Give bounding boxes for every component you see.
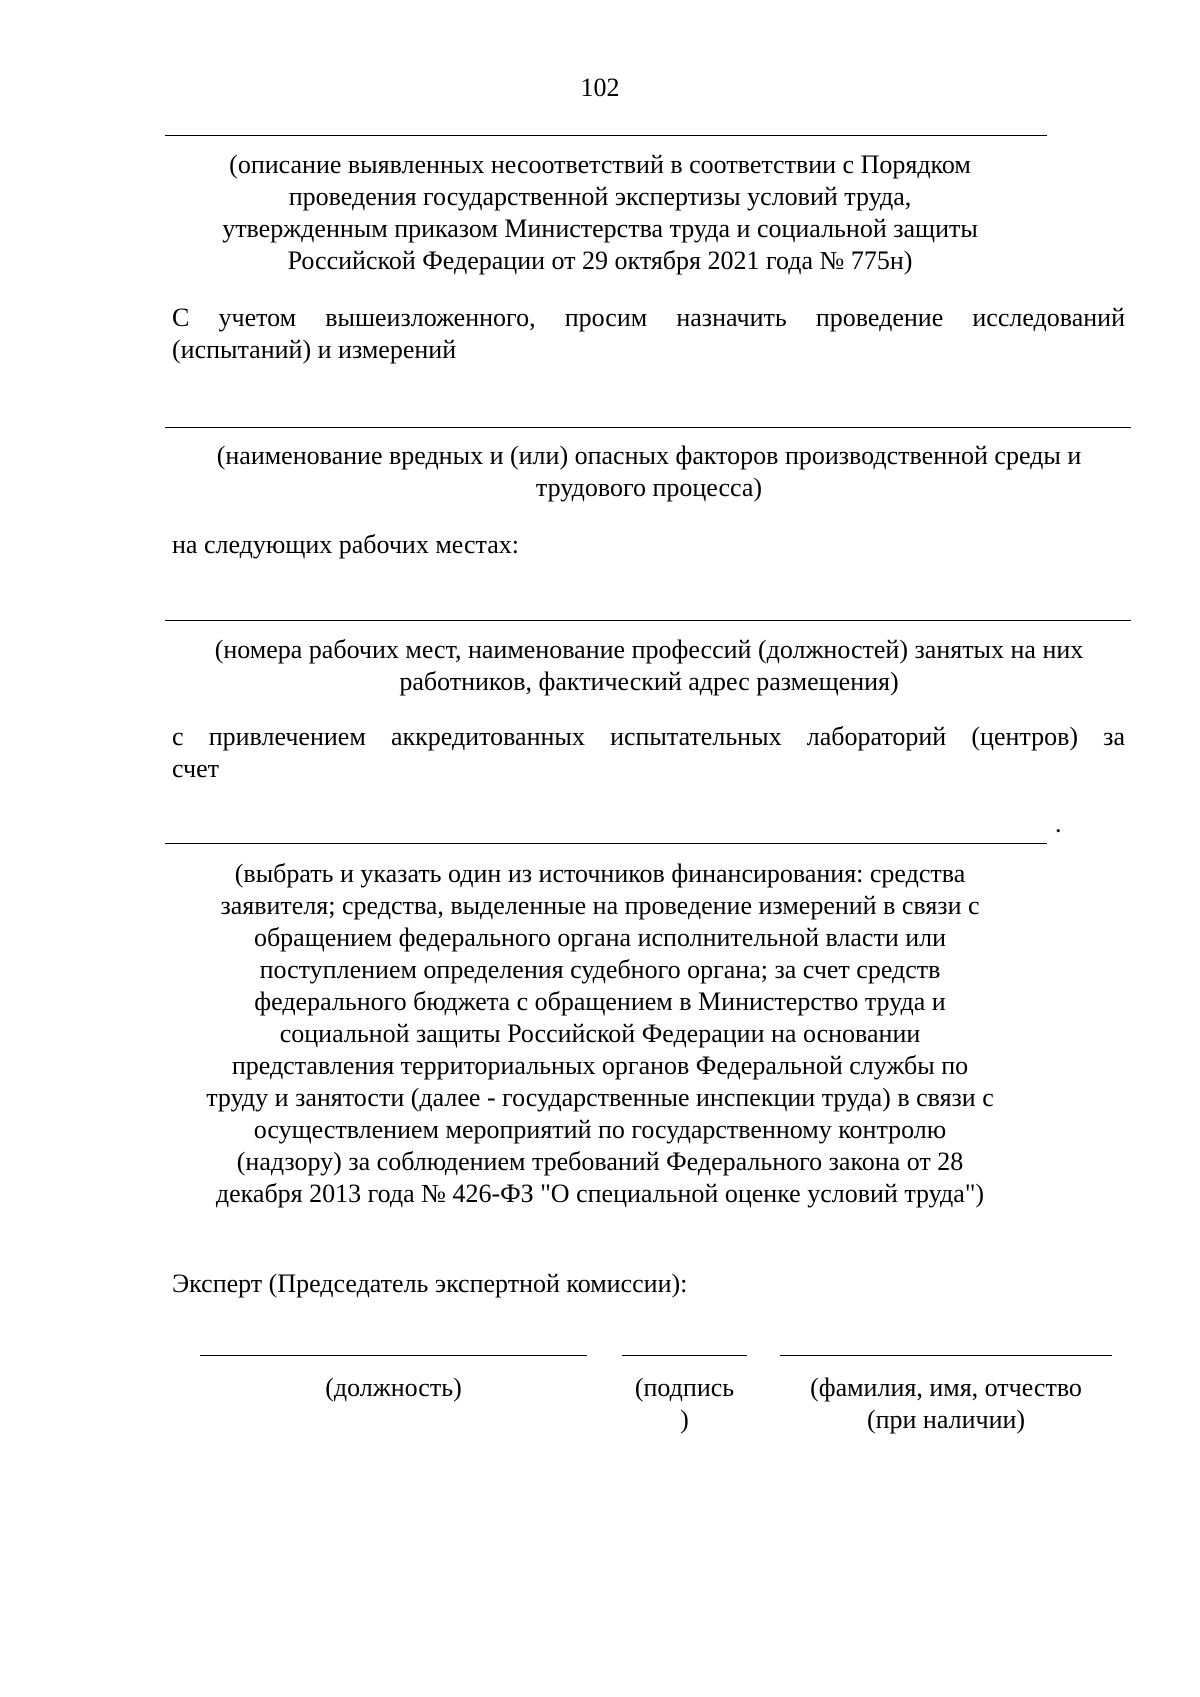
- caption-line: декабря 2013 года № 426-ФЗ "О специальной оценке условий труда"): [215, 1179, 985, 1208]
- caption-line: работников, фактический адрес размещения): [399, 667, 899, 696]
- caption-line: представления территориальных органов Федеральной службы по: [231, 1051, 969, 1080]
- page-number: 102: [580, 73, 620, 102]
- caption-line: трудового процесса): [535, 473, 763, 502]
- caption-nonconformities: [100, 149, 1100, 277]
- signature-caption-line1: (подпись: [634, 1373, 735, 1402]
- labs-paragraph-line2: счет: [172, 754, 219, 783]
- caption-line: (наименование вредных и (или) опасных факторов производственной среды и: [216, 441, 1082, 470]
- caption-line: социальной защиты Российской Федерации на основании: [279, 1019, 921, 1048]
- full-name-caption-line1: (фамилия, имя, отчество: [810, 1373, 1082, 1402]
- blank-line-workplaces[interactable]: [165, 620, 1131, 621]
- labs-paragraph-line1: с привлечением аккредитованных испытательных лабораторий (центров) за: [172, 722, 1125, 751]
- full-name-caption: [770, 1372, 1122, 1436]
- full-name-caption-line2: (при наличии): [866, 1405, 1026, 1434]
- caption-line: проведения государственной экспертизы условий труда,: [288, 182, 912, 211]
- full-name-line[interactable]: [780, 1355, 1112, 1356]
- caption-line: (надзору) за соблюдением требований Федерального закона от 28: [236, 1147, 964, 1176]
- request-paragraph-line2: (испытаний) и измерений: [172, 335, 457, 364]
- funding-period: .: [1055, 809, 1062, 838]
- blank-line-nonconformities[interactable]: [165, 135, 1047, 136]
- caption-line: осуществлением мероприятий по государственному контролю: [253, 1115, 947, 1144]
- position-caption: (должность): [325, 1373, 462, 1402]
- caption-line: труду и занятости (далее - государственные инспекции труда) в связи с: [206, 1083, 994, 1112]
- signature-caption-line2: ): [680, 1405, 689, 1434]
- workplaces-label: на следующих рабочих местах:: [172, 530, 519, 559]
- signature-caption: [610, 1372, 759, 1436]
- caption-line: (описание выявленных несоответствий в соответствии с Порядком: [229, 150, 971, 179]
- signature-line[interactable]: [622, 1355, 747, 1356]
- caption-workplaces: [100, 634, 1198, 698]
- blank-line-funding[interactable]: [165, 843, 1047, 844]
- position-line[interactable]: [200, 1355, 587, 1356]
- caption-line: обращением федерального органа исполнительной власти или: [253, 923, 947, 952]
- caption-line: (номера рабочих мест, наименование профессий (должностей) занятых на них: [214, 635, 1084, 664]
- request-paragraph-line1: С учетом вышеизложенного, просим назначить проведение исследований: [172, 303, 1125, 332]
- caption-line: утвержденным приказом Министерства труда и социальной защиты: [222, 214, 978, 243]
- caption-factors: [100, 440, 1198, 504]
- expert-label: Эксперт (Председатель экспертной комиссии):: [172, 1269, 688, 1298]
- caption-line: заявителя; средства, выделенные на проведение измерений в связи с: [220, 891, 980, 920]
- blank-line-factors[interactable]: [165, 427, 1131, 428]
- caption-line: федерального бюджета с обращением в Министерство труда и: [254, 987, 946, 1016]
- caption-line: поступлением определения судебного органа; за счет средств: [259, 955, 941, 984]
- caption-line: (выбрать и указать один из источников финансирования: средства: [234, 859, 966, 888]
- caption-funding: [100, 858, 1100, 1210]
- caption-line: Российской Федерации от 29 октября 2021 года № 775н): [287, 246, 913, 275]
